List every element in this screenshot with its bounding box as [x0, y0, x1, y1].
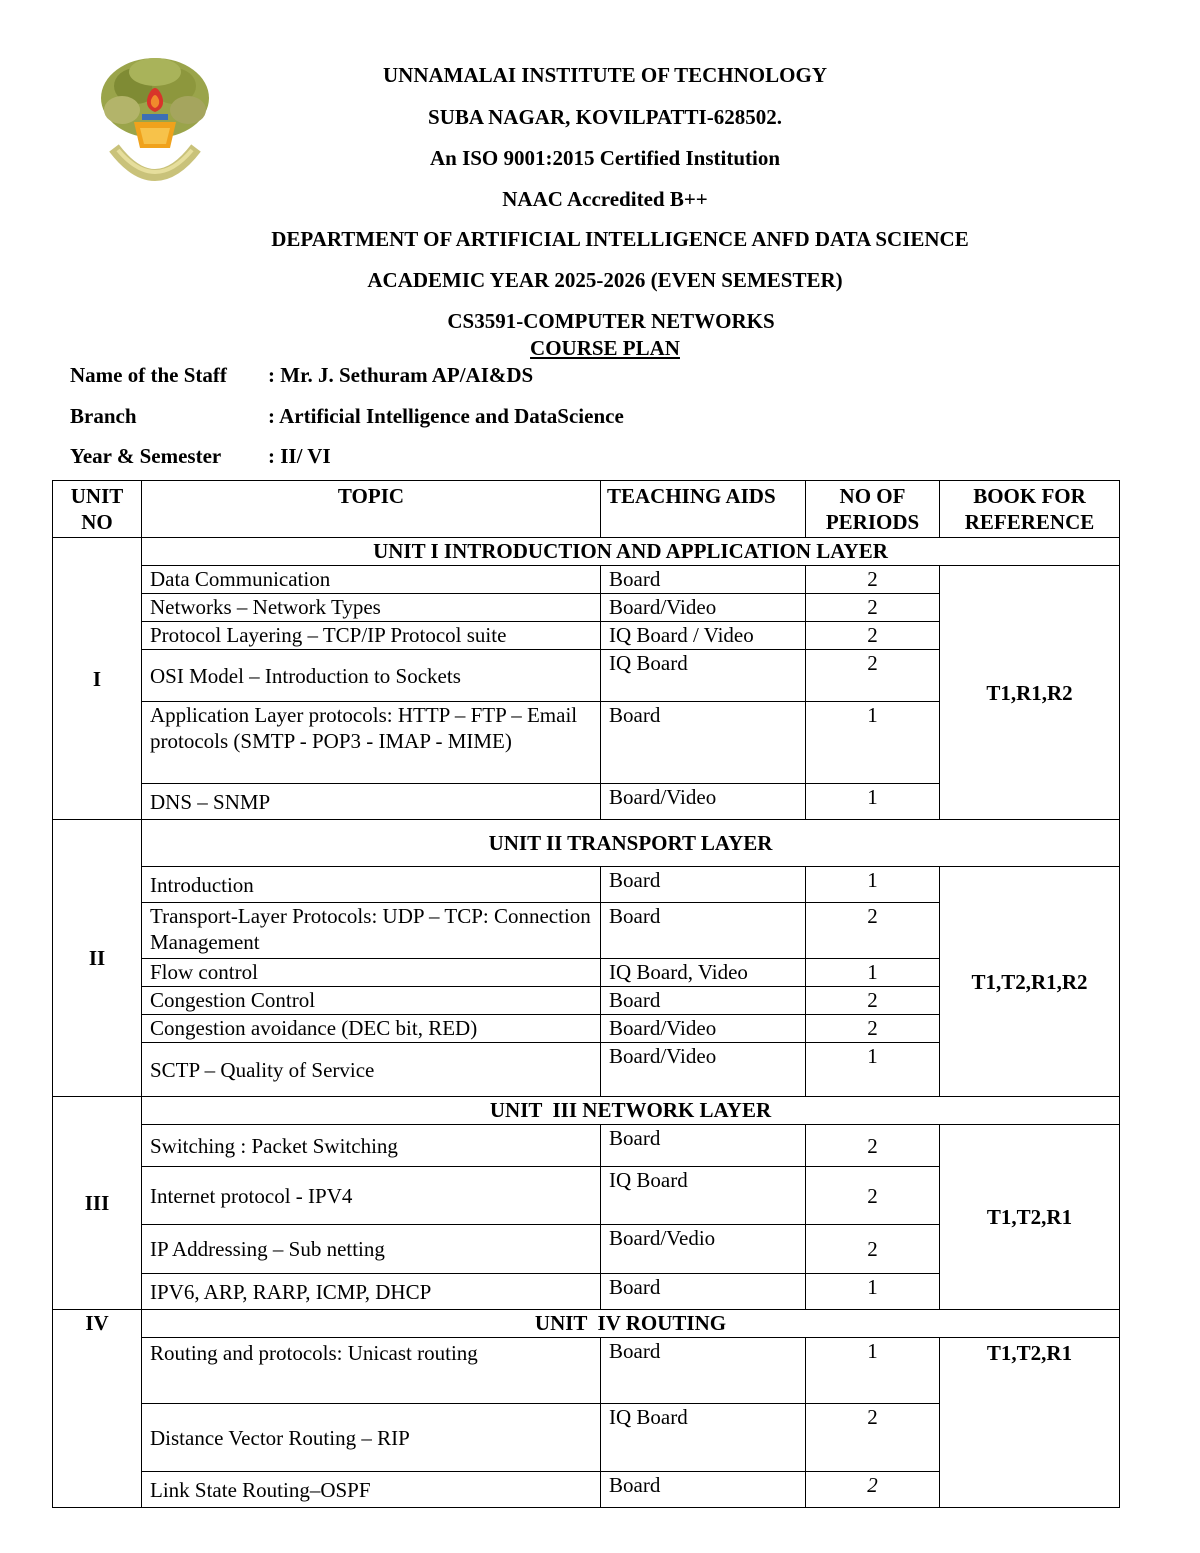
periods-cell: 2: [806, 1472, 940, 1508]
unit-number: II: [53, 820, 142, 1097]
topic-cell: Internet protocol - IPV4: [142, 1167, 601, 1225]
topic-cell: SCTP – Quality of Service: [142, 1043, 601, 1097]
aid-cell: Board/Vedio: [601, 1225, 806, 1274]
aid-cell: Board: [601, 1274, 806, 1310]
topic-cell: IP Addressing – Sub netting: [142, 1225, 601, 1274]
header-topic: TOPIC: [142, 481, 601, 538]
periods-cell: 2: [806, 622, 940, 650]
header-teaching-aids: TEACHING AIDS: [601, 481, 806, 538]
unit-title-row: [53, 820, 1120, 867]
table-row: [53, 1338, 1120, 1404]
unit-title: UNIT IV ROUTING: [142, 1310, 1120, 1338]
unit-title-row: [53, 1310, 1120, 1338]
topic-cell: IPV6, ARP, RARP, ICMP, DHCP: [142, 1274, 601, 1310]
header-unit-no: UNIT NO: [53, 481, 142, 538]
aid-cell: Board: [601, 702, 806, 784]
reference-cell: T1,R1,R2: [940, 566, 1120, 820]
course-plan-title: COURSE PLAN: [530, 336, 680, 360]
table-row: [53, 566, 1120, 594]
staff-info-row: [70, 362, 533, 388]
topic-cell: Application Layer protocols: HTTP – FTP – Email protocols (SMTP - POP3 - IMAP - MIME): [142, 702, 601, 784]
naac-accreditation: NAAC Accredited B++: [502, 187, 708, 211]
topic-cell: Introduction: [142, 867, 601, 903]
periods-cell: 1: [806, 1043, 940, 1097]
topic-cell: Flow control: [142, 959, 601, 987]
reference-cell: T1,T2,R1,R2: [940, 867, 1120, 1097]
table-row: [53, 867, 1120, 903]
branch-label: Branch: [70, 404, 137, 428]
aid-cell: Board: [601, 987, 806, 1015]
aid-cell: IQ Board: [601, 650, 806, 702]
year-info-row: [70, 443, 331, 469]
periods-cell: 1: [806, 959, 940, 987]
aid-cell: Board: [601, 566, 806, 594]
academic-year: ACADEMIC YEAR 2025-2026 (EVEN SEMESTER): [367, 268, 843, 292]
unit-title-row: [53, 1097, 1120, 1125]
topic-cell: Link State Routing–OSPF: [142, 1472, 601, 1508]
table-header-row: [53, 481, 1120, 538]
aid-cell: Board: [601, 1472, 806, 1508]
staff-value: : Mr. J. Sethuram AP/AI&DS: [268, 363, 534, 387]
periods-cell: 1: [806, 784, 940, 820]
topic-cell: Networks – Network Types: [142, 594, 601, 622]
topic-cell: Protocol Layering – TCP/IP Protocol suite: [142, 622, 601, 650]
topic-cell: OSI Model – Introduction to Sockets: [142, 650, 601, 702]
aid-cell: Board/Video: [601, 1015, 806, 1043]
page-title: [0, 335, 1200, 361]
periods-cell: 2: [806, 566, 940, 594]
aid-cell: Board/Video: [601, 594, 806, 622]
periods-cell: 1: [806, 867, 940, 903]
periods-cell: 2: [806, 1167, 940, 1225]
unit-title-row: [53, 538, 1120, 566]
unit-title: UNIT I INTRODUCTION AND APPLICATION LAYER: [142, 538, 1120, 566]
branch-value: : Artificial Intelligence and DataScience: [268, 404, 624, 428]
institute-address: SUBA NAGAR, KOVILPATTI-628502.: [428, 105, 782, 129]
reference-cell: T1,T2,R1: [940, 1338, 1120, 1508]
aid-cell: Board: [601, 903, 806, 959]
year-semester-value: : II/ VI: [268, 444, 331, 468]
aid-cell: Board/Video: [601, 784, 806, 820]
unit-title: UNIT II TRANSPORT LAYER: [142, 820, 1120, 867]
course-plan-table: [52, 480, 1120, 1508]
topic-cell: DNS – SNMP: [142, 784, 601, 820]
topic-cell: Transport-Layer Protocols: UDP – TCP: Connection Management: [142, 903, 601, 959]
aid-cell: Board: [601, 1338, 806, 1404]
periods-cell: 2: [806, 987, 940, 1015]
staff-label: Name of the Staff: [70, 363, 227, 387]
periods-cell: 2: [806, 650, 940, 702]
aid-cell: IQ Board: [601, 1167, 806, 1225]
periods-cell: 2: [806, 1125, 940, 1167]
periods-cell: 1: [806, 1274, 940, 1310]
aid-cell: IQ Board, Video: [601, 959, 806, 987]
department-name: DEPARTMENT OF ARTIFICIAL INTELLIGENCE ANFD DATA SCIENCE: [271, 227, 969, 251]
header-reference: BOOK FOR REFERENCE: [940, 481, 1120, 538]
header-periods: NO OF PERIODS: [806, 481, 940, 538]
topic-cell: Distance Vector Routing – RIP: [142, 1404, 601, 1472]
course-title: CS3591-COMPUTER NETWORKS: [447, 309, 775, 333]
institute-name: UNNAMALAI INSTITUTE OF TECHNOLOGY: [383, 63, 827, 87]
aid-cell: IQ Board / Video: [601, 622, 806, 650]
topic-cell: Routing and protocols: Unicast routing: [142, 1338, 601, 1404]
aid-cell: Board: [601, 1125, 806, 1167]
aid-cell: Board: [601, 867, 806, 903]
periods-cell: 2: [806, 1404, 940, 1472]
topic-cell: Congestion Control: [142, 987, 601, 1015]
periods-cell: 1: [806, 702, 940, 784]
iso-certification: An ISO 9001:2015 Certified Institution: [429, 146, 781, 170]
aid-cell: IQ Board: [601, 1404, 806, 1472]
year-semester-label: Year & Semester: [70, 444, 222, 468]
topic-cell: Congestion avoidance (DEC bit, RED): [142, 1015, 601, 1043]
unit-number: IV: [53, 1310, 142, 1508]
periods-cell: 2: [806, 1015, 940, 1043]
periods-cell: 1: [806, 1338, 940, 1404]
topic-cell: Data Communication: [142, 566, 601, 594]
unit-number: III: [53, 1097, 142, 1310]
branch-info-row: [70, 403, 624, 429]
topic-cell: Switching : Packet Switching: [142, 1125, 601, 1167]
periods-cell: 2: [806, 1225, 940, 1274]
periods-cell: 2: [806, 594, 940, 622]
periods-cell: 2: [806, 903, 940, 959]
unit-title: UNIT III NETWORK LAYER: [142, 1097, 1120, 1125]
aid-cell: Board/Video: [601, 1043, 806, 1097]
unit-number: I: [53, 538, 142, 820]
table-row: [53, 1125, 1120, 1167]
reference-cell: T1,T2,R1: [940, 1125, 1120, 1310]
